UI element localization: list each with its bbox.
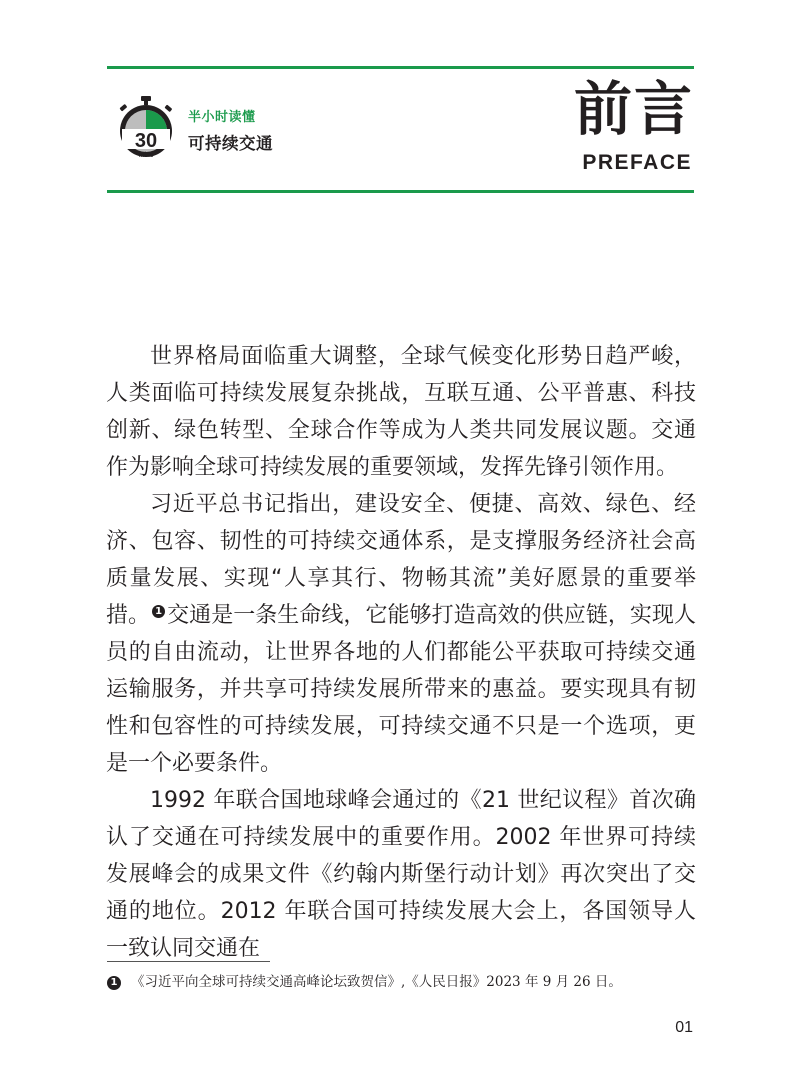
paragraph-2 <box>106 486 696 782</box>
page-number: 01 <box>675 1019 693 1036</box>
page-title: 前言 <box>573 75 694 143</box>
header-top-rule <box>107 66 694 69</box>
logo-number: 30 <box>134 130 158 152</box>
footnote-text: 《习近平向全球可持续交通高峰论坛致贺信》,《人民日报》2023 年 9 月 26 日。 <box>131 974 622 990</box>
footnote-reference[interactable]: 1 <box>152 605 165 618</box>
book-title: 可持续交通 <box>188 134 273 153</box>
footnote-mark: 1 <box>107 976 121 990</box>
paragraph-1: 世界格局面临重大调整，全球气候变化形势日趋严峻，人类面临可持续发展复杂挑战，互联互通、公平普惠、科技创新、绿色转型、全球合作等成为人类共同发展议题。交通作为影响全球可持续发展的重要领域，发挥先锋引领作用。 <box>106 344 696 480</box>
logo-unit: mins <box>138 152 154 159</box>
preface-body <box>106 338 696 967</box>
stopwatch-logo-icon <box>113 95 179 161</box>
series-name: 半小时读懂 <box>188 110 256 125</box>
page-title-english: PREFACE <box>582 151 692 174</box>
header-bottom-rule <box>107 190 694 193</box>
footnote <box>107 970 622 990</box>
paragraph-3: 1992 年联合国地球峰会通过的《21 世纪议程》首次确认了交通在可持续发展中的重要作用。2002 年世界可持续发展峰会的成果文件《约翰内斯堡行动计划》再次突出了交通的地位。2012 年联合国可持续发展大会上，各国领导人一致认同交通在 <box>106 788 696 961</box>
paragraph-2-part-2: 交通是一条生命线，它能够打造高效的供应链，实现人员的自由流动，让世界各地的人们都能公平获取可持续交通运输服务，并共享可持续发展所带来的惠益。要实现具有韧性和包容性的可持续发展，可持续交通不只是一个选项，更是一个必要条件。 <box>106 603 696 776</box>
paragraph-2-part-1: 习近平总书记指出，建设安全、便捷、高效、绿色、经济、包容、韧性的可持续交通体系，是支撑服务经济社会高质量发展、实现“人享其行、物畅其流”美好愿景的重要举措。 <box>106 492 696 628</box>
footnote-divider <box>107 961 270 962</box>
